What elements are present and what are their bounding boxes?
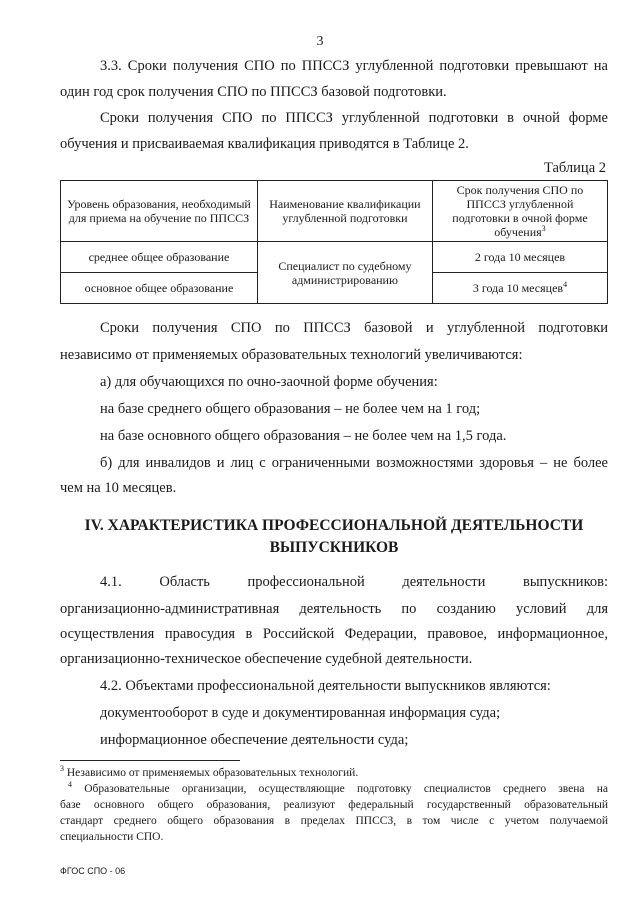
header-term-text: Срок получения СПО по ППССЗ углубленной подготовки в очной форме обучения (452, 183, 588, 239)
para-4-2-item2: информационное обеспечение деятельности суда; (100, 732, 409, 748)
para-4-2-item1: документооборот в суде и документированная информация суда; (100, 705, 501, 721)
para-terms-item-a1: на базе среднего общего образования – не более чем на 1 год; (100, 401, 481, 417)
para-terms-item-b-line2: чем на 10 месяцев. (60, 480, 177, 496)
row-term-basic (432, 273, 607, 304)
para-3-3-line2: один год срок получения СПО по ППССЗ базовой подготовки. (60, 84, 447, 100)
table-header-row (61, 181, 608, 242)
footnote-4-text: Образовательные организации, осуществляющие подготовку специалистов среднего звена на (84, 783, 608, 795)
para-terms-item-a: а) для обучающихся по очно-заочной форме обучения: (100, 374, 438, 390)
footnote-divider (60, 760, 240, 761)
header-qualification-text: Наименование квалификации углубленной подготовки (269, 197, 421, 225)
para-4-1-line3: осуществления правосудия в Российской Федерации, правовое, информационное, (60, 626, 608, 642)
footnote-4-line2: базе основного общего образования, реализуют федеральный государственный образовательный (60, 799, 608, 811)
row-level-text: основное общее образование (84, 281, 234, 295)
section-heading-line2: ВЫПУСКНИКОВ (269, 539, 399, 556)
para-4-2-line1: 4.2. Объектами профессиональной деятельности выпускников являются: (100, 678, 551, 694)
footnote-3-mark: 3 (60, 764, 64, 774)
row-qualification (257, 242, 432, 304)
para-terms-line2: независимо от применяемых образовательных технологий увеличиваются: (60, 347, 523, 363)
footer-code: ФГОС СПО - 06 (60, 866, 126, 876)
footnote-4-line3: стандарт среднего общего образования в пределах ППССЗ, в том числе с учетом получаемой (60, 815, 608, 827)
footnote-3-text: Независимо от применяемых образовательных технологий. (66, 767, 359, 779)
row-term-text: 3 года 10 месяцев (472, 281, 564, 295)
row-level-basic (61, 273, 258, 304)
page-number: 3 (316, 34, 324, 49)
section-heading-line1: IV. ХАРАКТЕРИСТИКА ПРОФЕССИОНАЛЬНОЙ ДЕЯТЕЛЬНОСТИ (84, 517, 584, 534)
footnote-4-mark: 4 (68, 780, 72, 790)
footnote-4-line4: специальности СПО. (60, 831, 164, 843)
header-level-text: Уровень образования, необходимый для приема на обучение по ППССЗ (67, 197, 251, 225)
table-header-qualification (257, 181, 432, 242)
qualification-table (60, 180, 608, 304)
footnote-ref-3: 3 (541, 224, 546, 233)
footnote-3 (60, 766, 608, 780)
row-term-text: 2 года 10 месяцев (474, 250, 566, 264)
table-title: Таблица 2 (543, 160, 606, 176)
para-4-1-line1: 4.1. Область профессиональной деятельности выпускников: (100, 574, 608, 590)
para-terms-item-b-line1: б) для инвалидов и лиц с ограниченными возможностями здоровья – не более (100, 455, 608, 471)
qualification-text: Специалист по судебному администрированию (278, 258, 412, 287)
footnote-ref-4: 4 (563, 280, 568, 289)
para-3-3-line1: 3.3. Сроки получения СПО по ППССЗ углубленной подготовки превышают на (100, 58, 608, 74)
table-row (61, 242, 608, 273)
para-terms-line1: Сроки получения СПО по ППССЗ базовой и углубленной подготовки (100, 320, 608, 336)
para-4-1-line2: организационно-административная деятельность по созданию условий для (60, 601, 608, 617)
row-level-text: среднее общее образование (88, 250, 230, 264)
para-terms-item-a2: на базе основного общего образования – не более чем на 1,5 года. (100, 428, 507, 444)
para-intro-line2: обучения и присваиваемая квалификация приводятся в Таблице 2. (60, 136, 469, 152)
table-header-term (432, 181, 607, 242)
footnote-4-line1 (60, 782, 608, 796)
row-term-secondary (432, 242, 607, 273)
para-intro-line1: Сроки получения СПО по ППССЗ углубленной подготовки в очной форме (100, 110, 608, 126)
row-level-secondary (61, 242, 258, 273)
para-4-1-line4: организационно-техническое обеспечение судебной деятельности. (60, 651, 473, 667)
table-header-level (61, 181, 258, 242)
